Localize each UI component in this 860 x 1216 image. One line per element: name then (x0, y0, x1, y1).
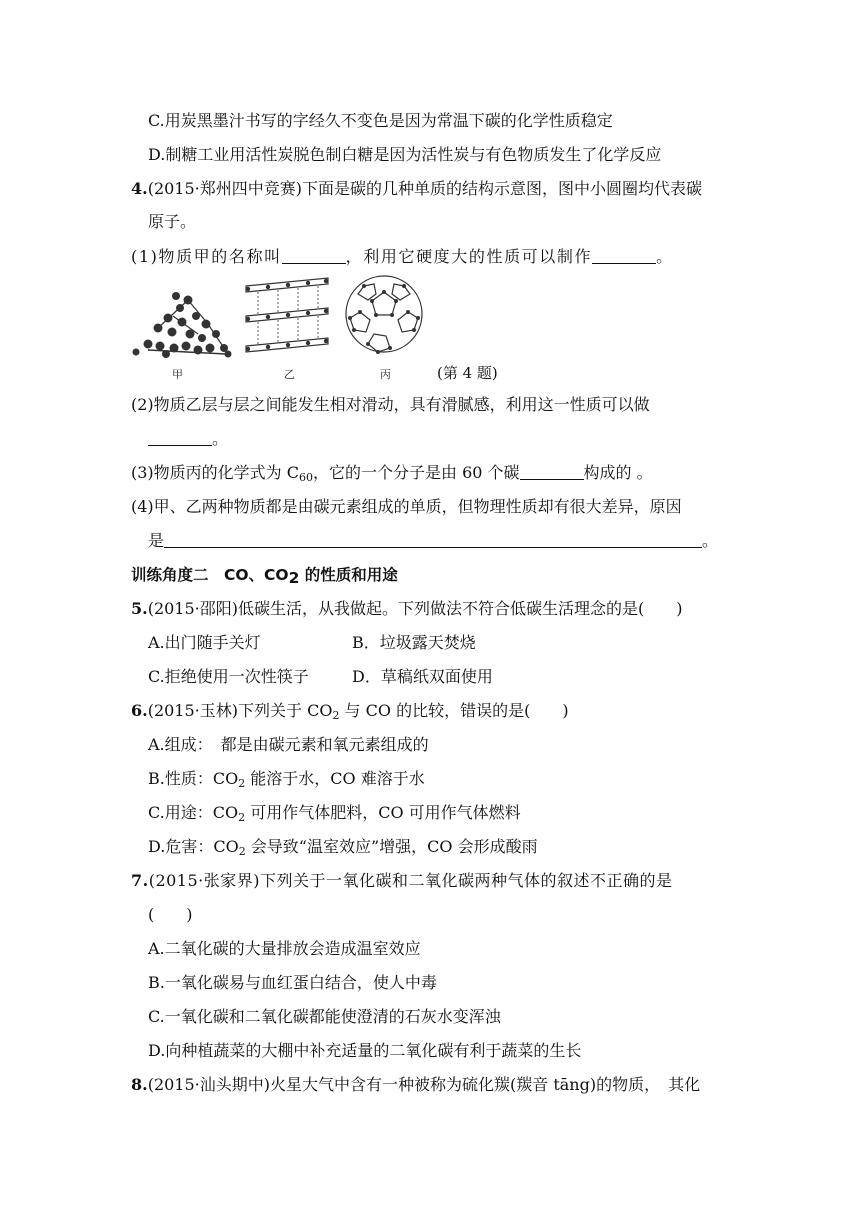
question-4-part-1: (1)物质甲的名称叫 ，利用它硬度大的性质可以制作 。 (131, 247, 674, 266)
diamond-structure (133, 293, 231, 358)
answer-blank[interactable] (520, 461, 584, 480)
c60-structure (346, 276, 422, 354)
question-number: 5. (131, 599, 148, 618)
question-4-part-4: (4)甲、乙两种物质都是由碳元素组成的单质，但物理性质却有很大差异，原因 (131, 497, 682, 516)
question-7-paren: ( ) (148, 905, 193, 924)
question-6-option-d: D.危害：$CO_2$ 会导致“温室效应”增强，CO 会形成酸雨 (148, 837, 538, 858)
question-7: 7.(2015·张家界)下列关于一氧化碳和二氧化碳两种气体的叙述不正确的是 (131, 871, 673, 890)
question-number: 4. (131, 179, 148, 198)
question-6-option-b: B.性质：$CO_2$ 能溶于水，CO 难溶于水 (148, 769, 425, 790)
question-8: 8.(2015·汕头期中)火星大气中含有一种被称为硫化羰(羰音 tāng)的物质， 其化 (131, 1075, 701, 1094)
question-4-part-2: (2)物质乙层与层之间能发生相对滑动，具有滑腻感，利用这一性质可以做 (131, 395, 650, 414)
question-6: 6.(2015·玉林)下列关于 $CO_2$ 与 CO 的比较，错误的是( ) (131, 701, 569, 722)
figure-label-jia: 甲 (172, 368, 183, 381)
section-heading: 训练角度二 CO、$CO_2$ 的性质和用途 (131, 566, 398, 587)
question-4: 4.(2015·郑州四中竞赛)下面是碳的几种单质的结构示意图，图中小圆圈均代表碳 (131, 179, 702, 198)
question-5-options-ab: A.出门随手关灯 B．垃圾露天焚烧 (148, 633, 476, 652)
question-7-option-c: C.一氧化碳和二氧化碳都能使澄清的石灰水变浑浊 (148, 1007, 501, 1026)
graphite-structure (246, 278, 328, 352)
question-5: 5.(2015·邵阳)低碳生活，从我做起。下列做法不符合低碳生活理念的是( ) (131, 599, 683, 618)
question-4-part-3: (3)物质丙的化学式为 $C_{60}$，它的一个分子是由 60 个碳 构成的 。 (131, 463, 653, 484)
question-4-part-2-cont: 。 (0, 426, 860, 452)
q3-option-c: C.用炭黑墨汁书写的字经久不变色是因为常温下碳的化学性质稳定 (148, 111, 613, 130)
question-5-options-cd: C.拒绝使用一次性筷子 D．草稿纸双面使用 (148, 667, 493, 686)
question-4-cont: 原子。 (148, 212, 197, 231)
question-7-option-b: B.一氧化碳易与血红蛋白结合，使人中毒 (148, 973, 437, 992)
answer-blank[interactable] (592, 245, 656, 264)
answer-blank[interactable] (164, 529, 702, 548)
question-number: 8. (131, 1075, 148, 1094)
figure-label-yi: 乙 (284, 368, 295, 381)
question-number: 6. (131, 701, 148, 720)
question-number: 7. (131, 871, 149, 890)
answer-blank[interactable] (148, 427, 212, 446)
answer-blank[interactable] (282, 245, 346, 264)
question-4-part-4-cont: 是 。 (148, 531, 719, 550)
question-7-option-a: A.二氧化碳的大量排放会造成温室效应 (148, 939, 421, 958)
question-7-option-d: D.向种植蔬菜的大棚中补充适量的二氧化碳有利于蔬菜的生长 (148, 1041, 582, 1060)
question-6-option-a: A.组成： 都是由碳元素和氧元素组成的 (148, 735, 429, 754)
q3-option-d: D.制糖工业用活性炭脱色制白糖是因为活性炭与有色物质发生了化学反应 (148, 145, 662, 164)
question-6-option-c: C.用途：$CO_2$ 可用作气体肥料，CO 可用作气体燃料 (148, 803, 521, 824)
figure-caption: (第 4 题) (437, 364, 498, 382)
figure-label-bing: 丙 (380, 368, 391, 381)
